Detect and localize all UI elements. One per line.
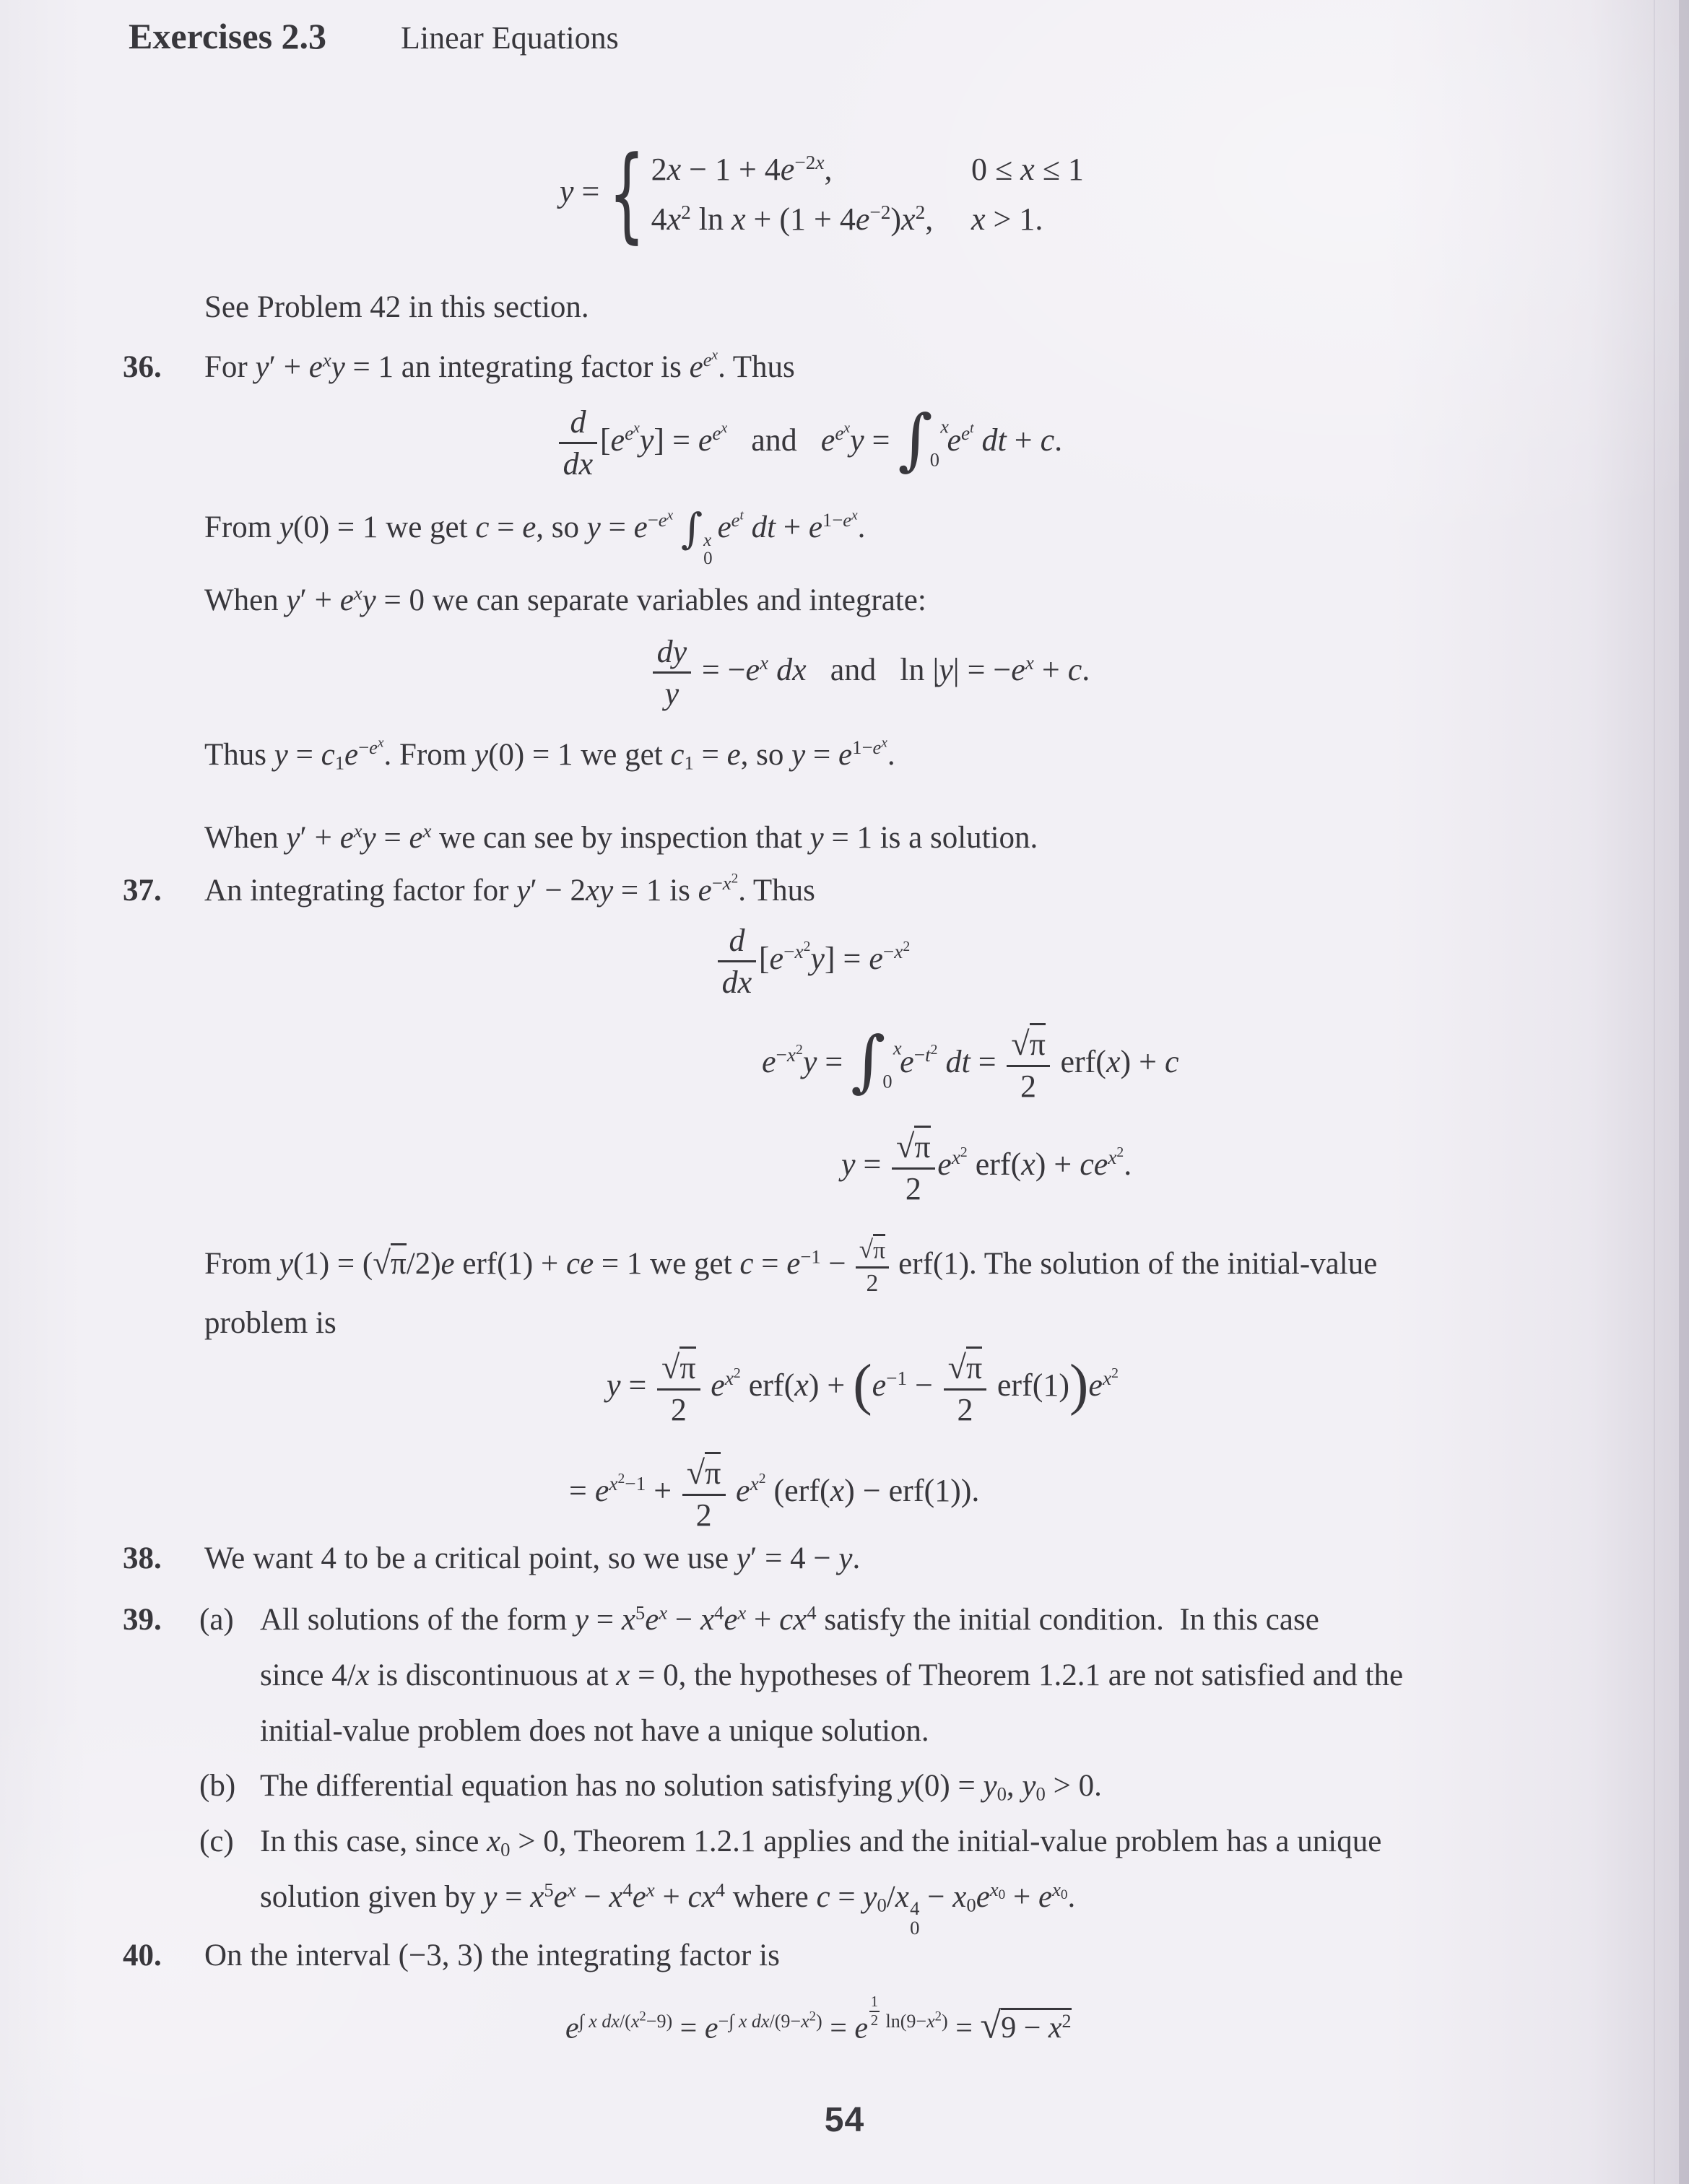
problem-36-main-equation: $\frac{d}{dx}$ $[e^{e^x}y] = e^{e^x}$ and $e^{e^x}y$ = ∫ x 0 $e^{e^t}$ dt + c.	[556, 404, 1062, 482]
problem-36-intro: For $y' + e^xy = 1$ an integrating factor is $e^{e^x}$. Thus	[204, 347, 795, 384]
problem-37-from-line: From y(1) = (√π/2)e erf(1) + ce = 1 we get $c = e^{-1}$ − $\frac{√\pi}{2}$ erf(1). The solution of the initial-value	[204, 1236, 1377, 1297]
page-title: Exercises 2.3	[129, 16, 327, 56]
problem-37-solution-equation-1: y = $\frac{√\pi}{2}$ $e^{x^2}$ $erf(x) + (e^{-1}$ − $\frac{√\pi}{2}$ $erf(1))e^{x^2}$	[607, 1349, 1119, 1428]
problem-39a-line-3: initial-value problem does not have a unique solution.	[260, 1714, 929, 1748]
page-number: 54	[824, 2101, 865, 2139]
problem-40-number: 40.	[123, 1939, 162, 1972]
problem-37-equation-3: y = $\frac{√\pi}{2}$ $e^{x^2}$ $erf(x) + ce^{x^2}$.	[841, 1128, 1132, 1207]
problem-36-separated-equation: $\frac{dy}{y}$ = $-e^x$ dx and $\ln |y| = -e^x + c$.	[650, 634, 1090, 712]
problem-39c-line-1: In this case, since $x_0 > 0$, Theorem 1.2.1 applies and the initial-value problem has a unique	[260, 1824, 1382, 1861]
problem-39c-line-2: solution given by $y = x^5e^x - x^4e^x + cx^4$ where $c = y_0/x$ 4 0 − $x_0e^{x_0} + e^{x_0}$.	[260, 1879, 1076, 1939]
problem-36-when-zero-line: When $y' + e^xy = 0$ we can separate variables and integrate:	[204, 582, 926, 617]
problem-39a-line-1: All solutions of the form $y = x^5e^x - x^4e^x + cx^4$ satisfy the initial condition. In this case	[260, 1601, 1319, 1637]
problem-39b-text: The differential equation has no solution satisfying $y(0) = y_0$, $y_0 > 0$.	[260, 1769, 1102, 1805]
scan-edge-shadow	[1679, 0, 1689, 2184]
problem-39-number: 39.	[123, 1603, 162, 1637]
see-problem-note: See Problem 42 in this section.	[204, 290, 589, 324]
problem-36-inspection-line: When $y' + e^xy = e^x$ we can see by inspection that y = 1 is a solution.	[204, 819, 1038, 855]
problem-36-thus-line: Thus $y = c_1e^{-e^x}$. From y(0) = 1 we get $c_1 = e$, so $y = e^{1-e^x}$.	[204, 735, 895, 774]
problem-37-equation-2: $e^{-x^2}y$ = ∫ x 0 $e^{-t^2}$ dt = $\frac{√\pi}{2}$ erf(x) + c	[762, 1022, 1179, 1105]
problem-36-number: 36.	[123, 350, 162, 384]
problem-39b-label: (b)	[199, 1769, 236, 1803]
problem-37-solution-equation-2: = $e^{x^2-1}$ + $\frac{√\pi}{2}$ $e^{x^2}$ (erf(x) − erf(1)).	[569, 1454, 979, 1533]
problem-40-intro: On the interval (−3, 3) the integrating factor is	[204, 1939, 780, 1972]
scan-crease-line	[1654, 0, 1655, 2184]
problem-37-problem-is-line: problem is	[204, 1306, 337, 1340]
problem-38-number: 38.	[123, 1541, 162, 1575]
problem-40-equation: $e^{\int x dx/(x^2-9)} = e^{-\int x dx/(9-x^2)} = e$ $^{\frac{1}{2} ln(9-x^2)} = √9 - x^2$	[565, 1993, 1072, 2047]
problem-37-intro: An integrating factor for y′ − 2xy = 1 is $e^{-x^2}$. Thus	[204, 871, 815, 908]
problem-39a-label: (a)	[199, 1603, 234, 1637]
page-subtitle: Linear Equations	[401, 20, 619, 56]
problem-39a-line-2: since 4/x is discontinuous at x = 0, the hypotheses of Theorem 1.2.1 are not satisfied and the	[260, 1658, 1404, 1692]
problem-39c-label: (c)	[199, 1824, 234, 1858]
problem-37-number: 37.	[123, 874, 162, 908]
problem-36-from-line: From y(0) = 1 we get c = e, so $y = e^{-e^x}$ ∫ x 0 $e^{e^t}$ dt + $e^{1-e^x}$.	[204, 504, 866, 569]
problem-37-equation-1: $\frac{d}{dx}$ $[e^{-x^2}y] = e^{-x^2}$	[715, 923, 910, 1001]
problem-38-text: We want 4 to be a critical point, so we use y′ = 4 − y.	[204, 1541, 861, 1575]
piecewise-equation: y = { $2x - 1 + 4e^{-2x}$, 0 ≤ x ≤ 1 $4x^2$ $\ln x + (1 + 4e^{-2})x^2$, x > 1.	[560, 134, 1084, 254]
